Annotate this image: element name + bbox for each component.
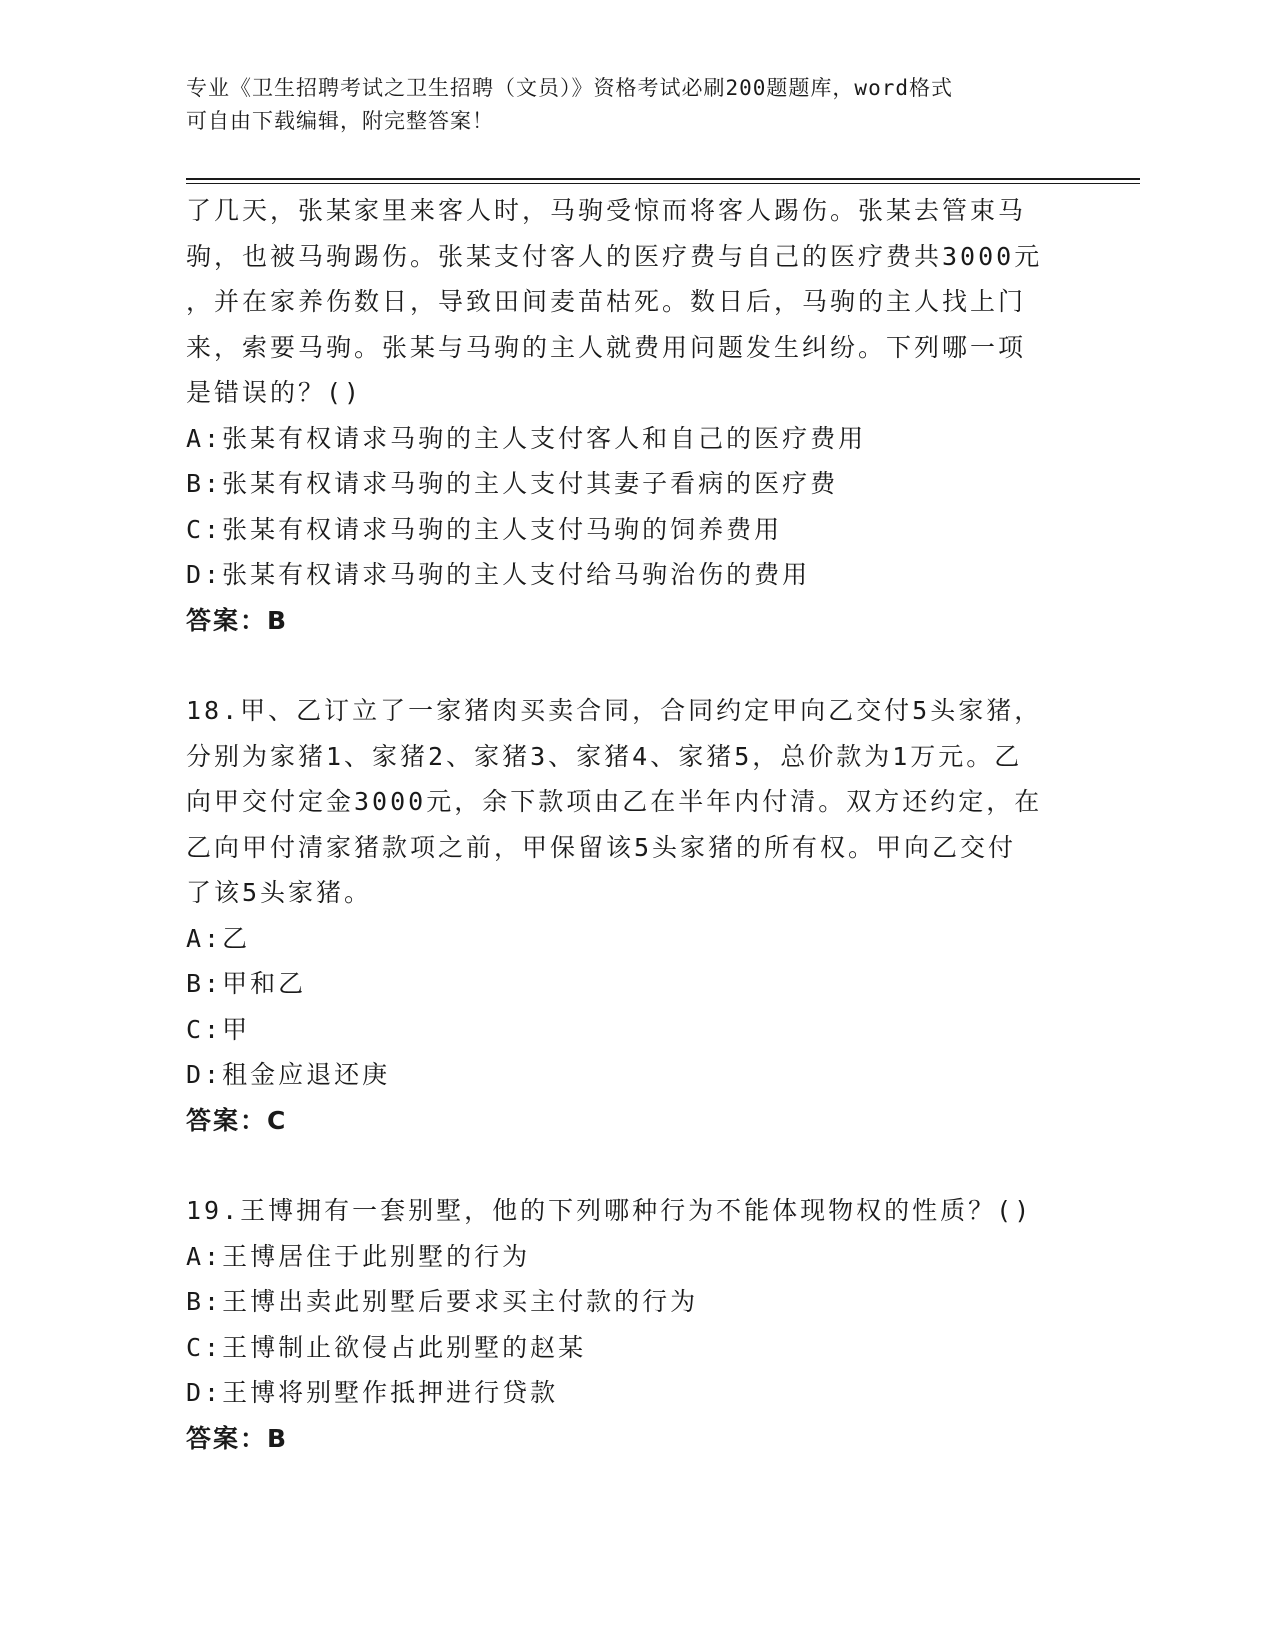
question-text-line: 分别为家猪1、家猪2、家猪3、家猪4、家猪5，总价款为1万元。乙 bbox=[186, 741, 1023, 771]
question-17 bbox=[186, 188, 1086, 643]
question-text-line: ，并在家养伤数日，导致田间麦苗枯死。数日后，马驹的主人找上门 bbox=[186, 287, 1027, 316]
option-b: B:张某有权请求马驹的主人支付其妻子看病的医疗费 bbox=[186, 469, 839, 498]
option-a: A:王博居住于此别墅的行为 bbox=[186, 1241, 531, 1271]
header-rule-thick bbox=[186, 178, 1140, 180]
question-gap bbox=[186, 1143, 1086, 1188]
question-text-line: 是错误的？() bbox=[186, 378, 363, 407]
header-rule-thin bbox=[186, 183, 1140, 184]
answer-label: 答案：C bbox=[186, 1105, 288, 1135]
option-d: D:王博将别墅作抵押进行贷款 bbox=[186, 1378, 559, 1407]
question-text-line: 向甲交付定金3000元，余下款项由乙在半年内付清。双方还约定，在 bbox=[186, 787, 1043, 816]
option-c: C:甲 bbox=[186, 1014, 251, 1044]
question-text-line: 乙向甲付清家猪款项之前，甲保留该5头家猪的所有权。甲向乙交付 bbox=[186, 832, 1017, 862]
option-b: B:王博出卖此别墅后要求买主付款的行为 bbox=[186, 1287, 699, 1316]
document-header bbox=[186, 72, 1086, 138]
option-a: A:乙 bbox=[186, 923, 251, 953]
option-d: D:张某有权请求马驹的主人支付给马驹治伤的费用 bbox=[186, 560, 811, 589]
question-19 bbox=[186, 1188, 1086, 1461]
question-text-line: 19.王博拥有一套别墅，他的下列哪种行为不能体现物权的性质？() bbox=[186, 1196, 1033, 1225]
option-c: C:张某有权请求马驹的主人支付马驹的饲养费用 bbox=[186, 514, 783, 544]
header-line-2: 可自由下载编辑，附完整答案！ bbox=[186, 109, 494, 133]
header-line-1: 专业《卫生招聘考试之卫生招聘（文员）》资格考试必刷200题题库，word格式 bbox=[186, 76, 953, 100]
question-text-line: 18.甲、乙订立了一家猪肉买卖合同，合同约定甲向乙交付5头家猪， bbox=[186, 696, 1043, 725]
option-d: D:租金应退还庚 bbox=[186, 1060, 391, 1089]
question-content bbox=[186, 188, 1086, 1461]
question-gap bbox=[186, 643, 1086, 688]
question-text-line: 了该5头家猪。 bbox=[186, 878, 373, 907]
question-text-line: 来，索要马驹。张某与马驹的主人就费用问题发生纠纷。下列哪一项 bbox=[186, 332, 1027, 362]
question-text-line: 了几天，张某家里来客人时，马驹受惊而将客人踢伤。张某去管束马 bbox=[186, 196, 1027, 225]
option-c: C:王博制止欲侵占此别墅的赵某 bbox=[186, 1332, 587, 1362]
question-18 bbox=[186, 688, 1086, 1143]
answer-label: 答案：B bbox=[186, 605, 289, 635]
option-a: A:张某有权请求马驹的主人支付客人和自己的医疗费用 bbox=[186, 423, 867, 453]
answer-label: 答案：B bbox=[186, 1423, 289, 1453]
option-b: B:甲和乙 bbox=[186, 969, 307, 998]
question-text-line: 驹，也被马驹踢伤。张某支付客人的医疗费与自己的医疗费共3000元 bbox=[186, 241, 1043, 271]
